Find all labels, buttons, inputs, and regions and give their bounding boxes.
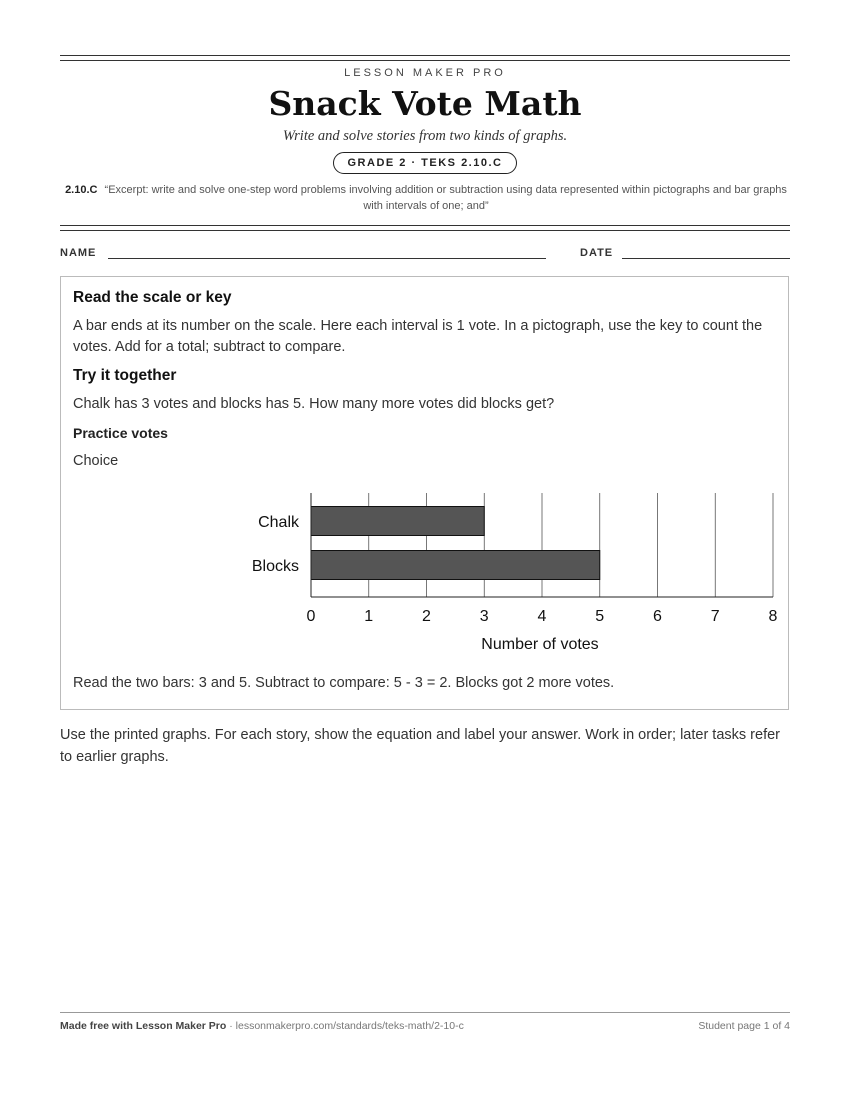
chart-tick-labels	[307, 608, 778, 625]
tick-label-4: 4	[537, 608, 547, 625]
footer-url[interactable]: lessonmakerpro.com/standards/teks-math/2-10-c	[235, 1020, 464, 1032]
name-label: NAME	[60, 247, 97, 259]
footer-page-number: Student page 1 of 4	[698, 1020, 790, 1032]
footer-rule	[60, 1012, 790, 1013]
standard-text: “Excerpt: write and solve one-step word problems involving addition or subtraction using data represented within pictographs and bar graphs with intervals of one; and”	[104, 184, 787, 212]
bar-chalk	[311, 507, 484, 536]
lesson-card	[60, 276, 789, 710]
chart-category-label: Choice	[73, 453, 119, 469]
card-subheading-practice: Practice votes	[73, 425, 168, 441]
top-rule	[60, 55, 790, 61]
tick-label-0: 0	[306, 608, 316, 625]
grade-badge: GRADE 2 · TEKS 2.10.C	[333, 152, 518, 174]
page-title: Snack Vote Math	[268, 84, 582, 123]
chart-category-labels	[252, 514, 300, 575]
bar-chart	[171, 493, 778, 653]
tick-label-3: 3	[479, 608, 489, 625]
card-heading-try: Try it together	[73, 367, 177, 384]
footer-made-with: Made free with Lesson Maker Pro	[60, 1020, 227, 1032]
card-heading-scale: Read the scale or key	[73, 289, 232, 306]
standard-code: 2.10.C	[65, 184, 98, 196]
grade-badge-wrap	[0, 152, 850, 174]
card-paragraph-try: Chalk has 3 votes and blocks has 5. How many more votes did blocks get?	[73, 396, 555, 412]
bar-blocks	[311, 551, 600, 580]
tick-label-7: 7	[710, 608, 720, 625]
brand-name: LESSON MAKER PRO	[344, 67, 506, 79]
chart-bars	[311, 507, 600, 580]
footer	[60, 1020, 790, 1032]
tick-label-1: 1	[364, 608, 374, 625]
date-label: DATE	[580, 247, 614, 259]
tick-label-8: 8	[768, 608, 778, 625]
instructions-text: Use the printed graphs. For each story, show the equation and label your answer. Work in order; later tasks refer to earlier graphs.	[60, 727, 780, 765]
tick-label-5: 5	[595, 608, 605, 625]
date-field-line[interactable]	[622, 258, 790, 259]
category-label-blocks: Blocks	[251, 558, 299, 575]
card-paragraph-scale: A bar ends at its number on the scale. Here each interval is 1 vote. In a pictograph, use the key to count the votes. Add for a total; subtract to compare.	[73, 318, 763, 355]
header-bottom-rule	[60, 225, 790, 231]
footer-separator: ·	[226, 1020, 236, 1032]
page-subtitle: Write and solve stories from two kinds of graphs.	[282, 128, 568, 144]
card-explanation: Read the two bars: 3 and 5. Subtract to compare: 5 - 3 = 2. Blocks got 2 more votes.	[73, 675, 615, 691]
name-field-line[interactable]	[108, 258, 546, 259]
tick-label-6: 6	[653, 608, 662, 625]
standard-excerpt	[62, 182, 790, 214]
tick-label-2: 2	[422, 608, 431, 625]
name-date-row	[60, 247, 790, 261]
category-label-chalk: Chalk	[258, 514, 299, 531]
chart-x-axis-label: Number of votes	[481, 636, 599, 653]
